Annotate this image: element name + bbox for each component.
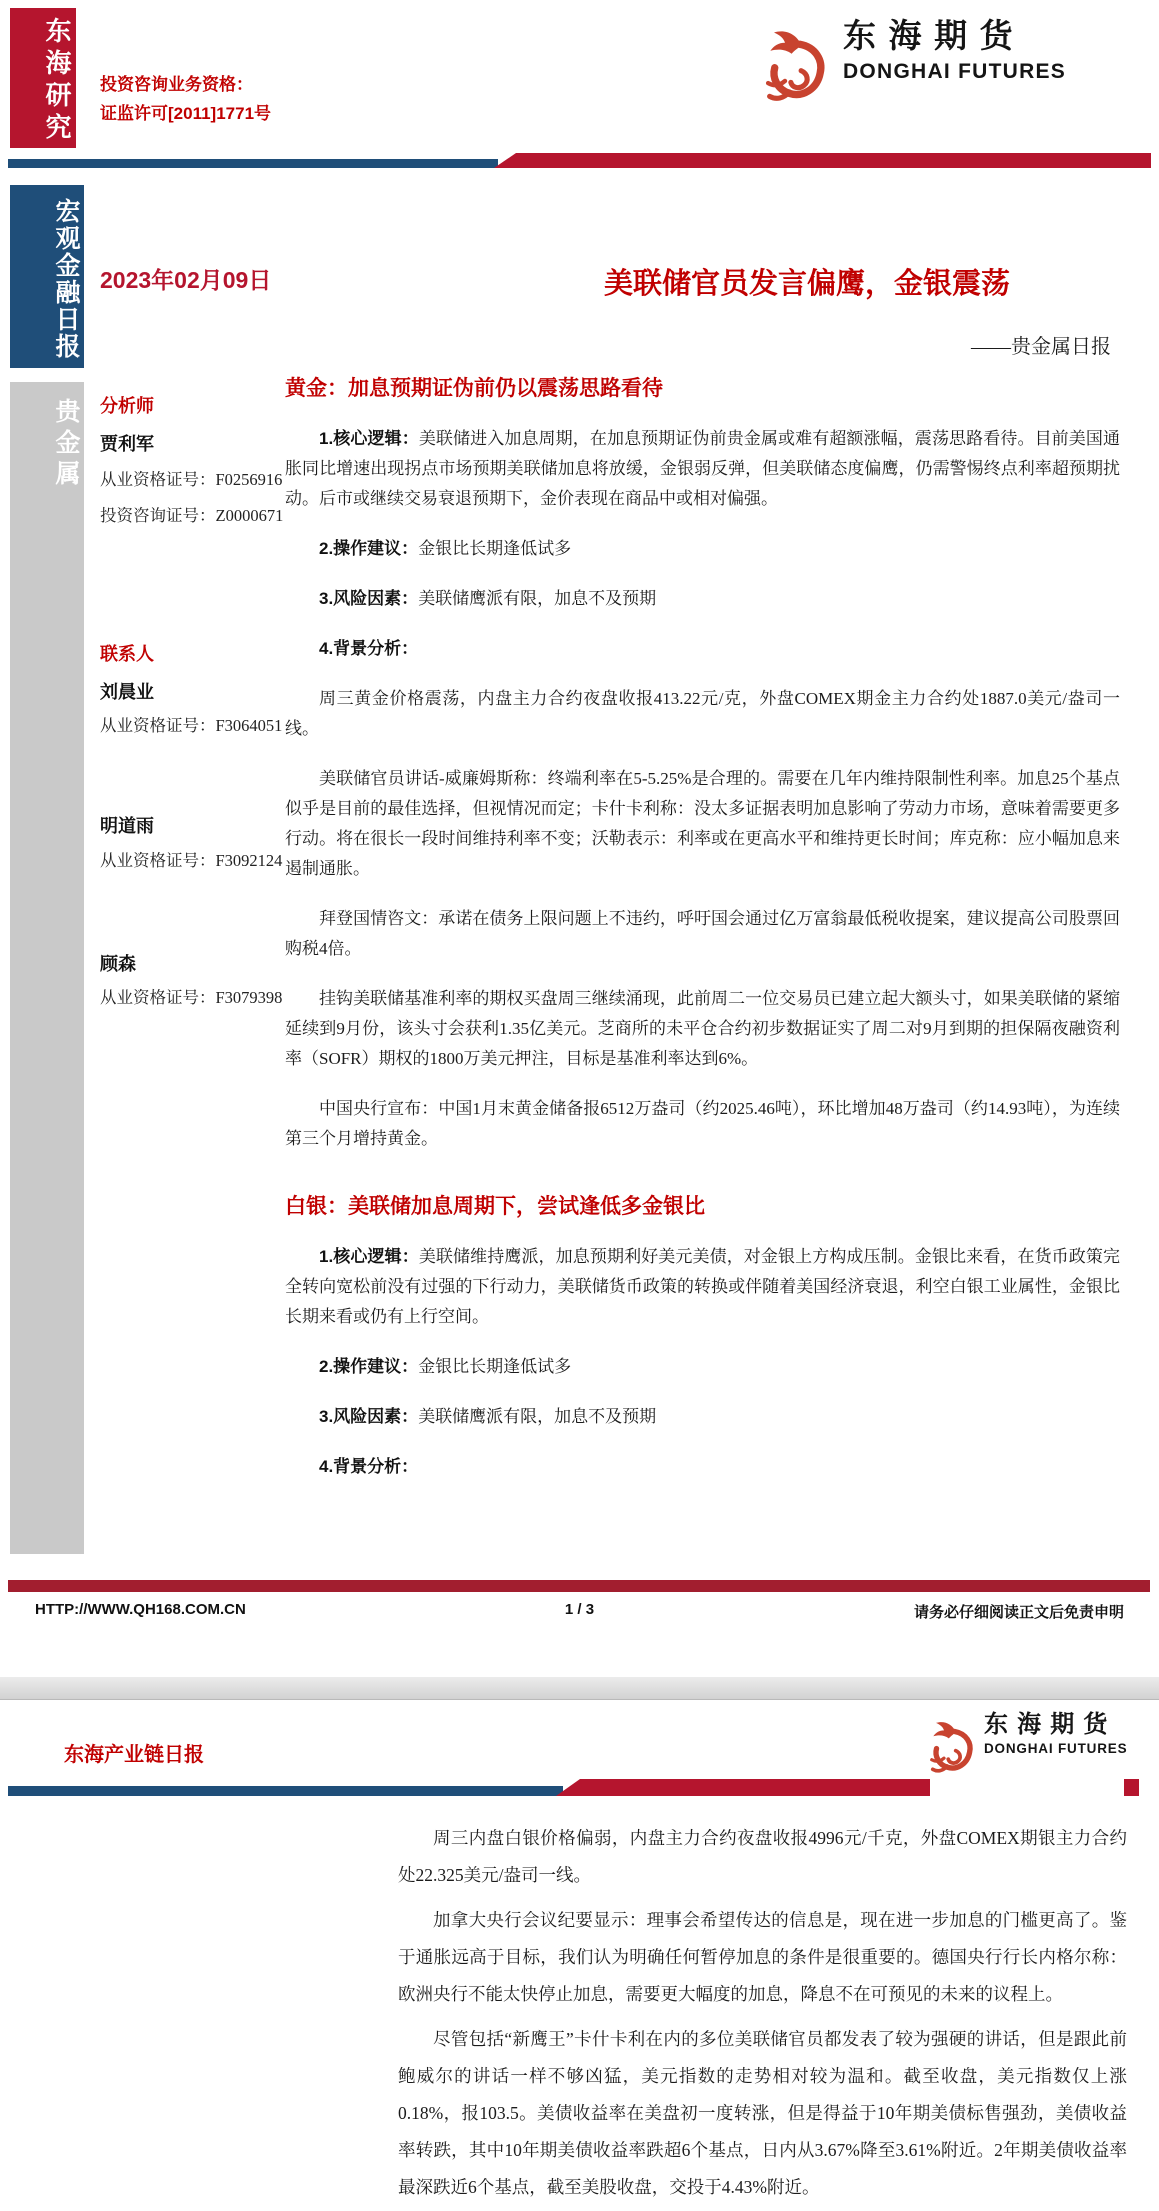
dragon-logo-icon <box>928 1712 976 1784</box>
gold-risk <box>285 584 1120 614</box>
silver-risk <box>285 1402 1120 1432</box>
gold-core-logic <box>285 424 1120 514</box>
item-label: 4.背景分析： <box>319 1457 419 1476</box>
analyst-label: 分析师 <box>100 396 154 416</box>
company-logo-name-cn: 东海期货 <box>843 17 1026 54</box>
gold-paragraph: 美联储官员讲话-威廉姆斯称：终端利率在5-5.25%是合理的。需要在几年内维持限制性利率。加息25个基点似乎是目前的最佳选择，但视情况而定；卡什卡利称：没太多证据表明加息影响了劳动力市场，意味着需要更多行动。将在很长一段时间维持利率不变；沃勒表示：利率或在更高水平和维持更长时间；库克称：应小幅加息来遏制通胀。 <box>285 769 1120 878</box>
gold-section-heading: 黄金：加息预期证伪前仍以震荡思路看待 <box>285 377 663 400</box>
header-ribbon-blue <box>8 159 498 168</box>
footer-disclaimer: 请务必仔细阅读正文后免责申明 <box>913 1604 1124 1621</box>
company-logo-name-en: DONGHAI FUTURES <box>984 1741 1128 1757</box>
page2-ribbon-red <box>556 1779 930 1796</box>
item-text: 金银比长期逢低试多 <box>418 539 572 558</box>
contact-name: 明道雨 <box>100 816 154 836</box>
analyst-cert2: 投资咨询证号：Z0000671 <box>100 506 284 525</box>
contact-label: 联系人 <box>100 644 154 664</box>
page2-header-title: 东海产业链日报 <box>64 1744 204 1766</box>
page2-content <box>398 1820 1127 2211</box>
report-subtitle: ——贵金属日报 <box>971 336 1111 358</box>
gold-paragraph: 拜登国情咨文：承诺在债务上限问题上不违约，呼吁国会通过亿万富翁最低税收提案，建议提高公司股票回购税4倍。 <box>285 909 1120 958</box>
header-ribbon-red <box>494 153 1151 168</box>
page2-paragraph: 尽管包括“新鹰王”卡什卡利在内的多位美联储官员都发表了较为强硬的讲话，但是跟此前鲍威尔的讲话一样不够凶猛，美元指数的走势相对较为温和。截至收盘，美元指数仅上涨0.18%，报103.5。美债收益率在美盘初一度转涨，但是得益于10年期美债标售强劲，美债收益率转跌，其中10年期美债收益率跌超6个基点，日内从3.67%降至3.61%附近。2年期美债收益率最深跌近6个基点，截至美股收盘，交投于4.43%附近。 <box>398 2029 1127 2197</box>
item-text: 美联储进入加息周期，在加息预期证伪前贵金属或难有超额涨幅，震荡思路看待。目前美国通胀同比增速出现拐点市场预期美联储加息将放缓，金银弱反弹，但美联储态度偏鹰，仍需警惕终点利率超预期扰动。后市或继续交易衰退预期下，金价表现在商品中或相对偏强。 <box>285 429 1120 508</box>
contact-cert: 从业资格证号：F3079398 <box>100 988 283 1007</box>
item-text: 美联储鹰派有限，加息不及预期 <box>418 589 657 608</box>
gold-paragraph: 中国央行宣布：中国1月末黄金储备报6512万盎司（约2025.46吨），环比增加48万盎司（约14.93吨），为连续第三个月增持黄金。 <box>285 1099 1120 1148</box>
company-logo-name-en: DONGHAI FUTURES <box>843 60 1067 84</box>
item-text: 美联储鹰派有限，加息不及预期 <box>418 1407 657 1426</box>
sidebar-macro-label: 宏观金融日报 <box>52 197 80 360</box>
dragon-logo-icon <box>763 18 829 116</box>
footer-page-number: 1 / 3 <box>564 1601 595 1618</box>
item-label: 3.风险因素： <box>319 589 419 608</box>
gold-paragraph: 周三黄金价格震荡，内盘主力合约夜盘收报413.22元/克，外盘COMEX期金主力合约处1887.0美元/盎司一线。 <box>285 689 1120 738</box>
footer-url: HTTP://WWW.QH168.COM.CN <box>35 1601 246 1618</box>
qualification-line2: 证监许可[2011]1771号 <box>100 104 272 123</box>
item-label: 3.风险因素： <box>319 1407 419 1426</box>
contact-cert: 从业资格证号：F3092124 <box>100 851 283 870</box>
item-label: 1.核心逻辑： <box>319 1247 419 1266</box>
main-content <box>285 372 1120 1502</box>
page2-paragraph: 周三内盘白银价格偏弱，内盘主力合约夜盘收报4996元/千克，外盘COMEX期银主力合约处22.325美元/盎司一线。 <box>398 1828 1127 1885</box>
research-brand-box <box>10 8 76 148</box>
item-text: 美联储维持鹰派，加息预期利好美元美债，对金银上方构成压制。金银比来看，在货币政策完全转向宽松前没有过强的下行动力，美联储货币政策的转换或伴随着美国经济衰退，利空白银工业属性，金银比长期来看或仍有上行空间。 <box>285 1247 1120 1326</box>
silver-core-logic <box>285 1242 1120 1332</box>
sidebar-metal-label: 贵金属 <box>52 398 80 491</box>
silver-section-heading: 白银：美联储加息周期下，尝试逢低多金银比 <box>285 1195 705 1218</box>
qualification-block <box>100 70 271 128</box>
sidebar-macro-finance-daily <box>10 185 84 368</box>
report-title: 美联储官员发言偏鹰，金银震荡 <box>604 268 1011 300</box>
analyst-name: 贾利军 <box>100 434 154 454</box>
page2-ribbon-blue <box>8 1786 563 1796</box>
gold-paragraph: 挂钩美联储基准利率的期权买盘周三继续涌现，此前周二一位交易员已建立起大额头寸，如果美联储的紧缩延续到9月份，该头寸会获利1.35亿美元。芝商所的未平仓合约初步数据证实了周二对9月到期的担保隔夜融资利率（SOFR）期权的1800万美元押注，目标是基准利率达到6%。 <box>285 989 1120 1068</box>
sidebar-precious-metal <box>10 382 84 1554</box>
item-label: 1.核心逻辑： <box>319 429 419 448</box>
gold-background-label <box>285 634 1120 664</box>
gold-advice <box>285 534 1120 564</box>
item-label: 2.操作建议： <box>319 539 419 558</box>
company-logo-page2 <box>928 1712 1138 1787</box>
research-brand-label: 东海研究 <box>42 17 72 145</box>
company-logo-name-cn: 东海期货 <box>984 1711 1117 1738</box>
analyst-cert: 从业资格证号：F0256916 <box>100 470 283 489</box>
company-logo <box>763 18 1155 118</box>
report-date: 2023年02月09日 <box>100 267 272 293</box>
silver-background-label <box>285 1452 1120 1482</box>
item-label: 2.操作建议： <box>319 1357 419 1376</box>
item-text: 金银比长期逢低试多 <box>418 1357 572 1376</box>
qualification-line1: 投资咨询业务资格： <box>100 75 253 94</box>
contact-cert: 从业资格证号：F3064051 <box>100 716 283 735</box>
contact-name: 刘晨业 <box>100 682 154 702</box>
page2-paragraph: 加拿大央行会议纪要显示：理事会希望传达的信息是，现在进一步加息的门槛更高了。鉴于通胀远高于目标，我们认为明确任何暂停加息的条件是很重要的。德国央行行长内格尔称：欧洲央行不能太快停止加息，需要更大幅度的加息，降息不在可预见的未来的议程上。 <box>398 1910 1127 2004</box>
footer-bar <box>8 1580 1150 1592</box>
item-label: 4.背景分析： <box>319 639 419 658</box>
page-separator <box>0 1677 1159 1700</box>
silver-advice <box>285 1352 1120 1382</box>
contact-name: 顾森 <box>100 954 136 974</box>
